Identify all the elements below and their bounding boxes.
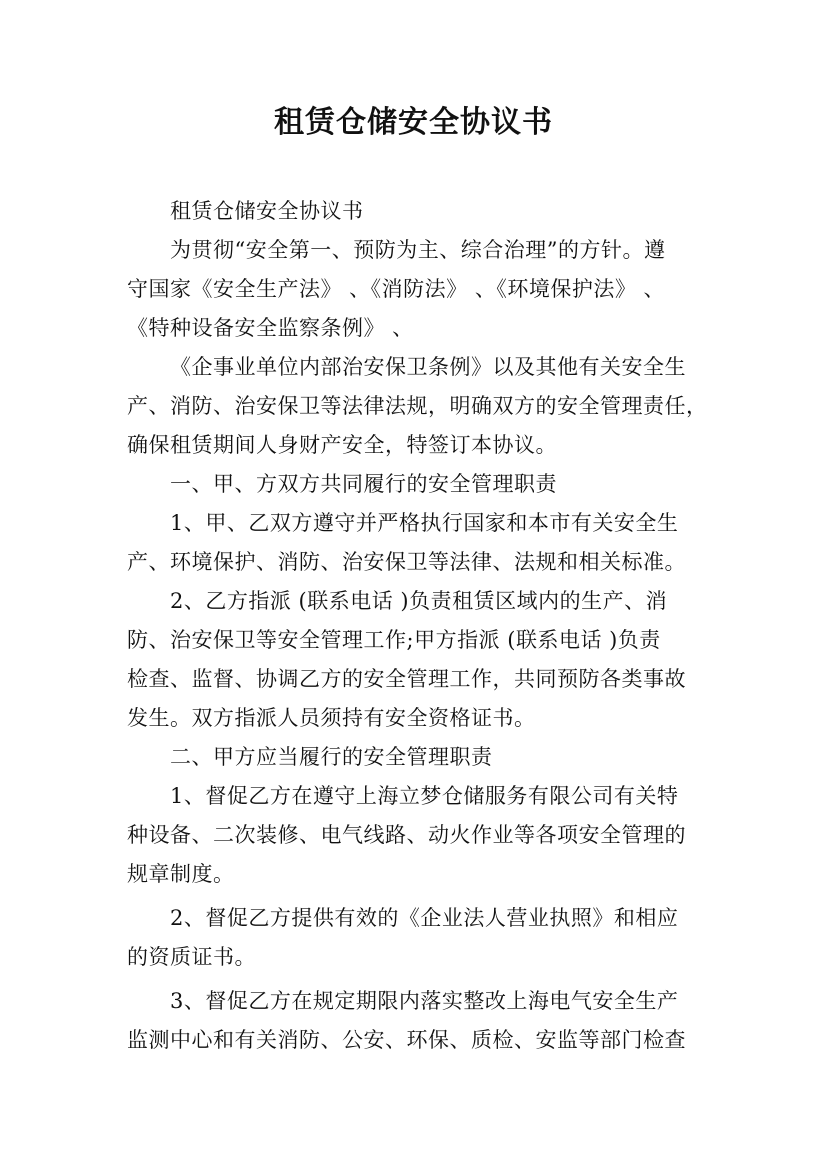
paragraph-line: 防、治安保卫等安全管理工作;甲方指派 (联系电话 )负责 bbox=[127, 628, 661, 652]
document-body bbox=[127, 192, 717, 1060]
paragraph-line: 产、消防、治安保卫等法律法规，明确双方的安全管理责任， bbox=[127, 394, 708, 418]
paragraph-line: 1、甲、乙双方遵守并严格执行国家和本市有关安全生 bbox=[170, 511, 679, 535]
paragraph-line: 发生。双方指派人员须持有安全资格证书。 bbox=[127, 706, 536, 730]
paragraph-line: 3、督促乙方在规定期限内落实整改上海电气安全生产 bbox=[170, 989, 679, 1013]
paragraph-line: 1、督促乙方在遵守上海立梦仓储服务有限公司有关特 bbox=[170, 784, 679, 808]
section-heading-2: 二、甲方应当履行的安全管理职责 bbox=[170, 745, 493, 769]
paragraph-line: 为贯彻“安全第一、预防为主、综合治理”的方针。遵 bbox=[170, 238, 666, 262]
paragraph-line: 守国家《安全生产法》 、《消防法》 、《环境保护法》 、 bbox=[127, 277, 666, 301]
paragraph-heading: 租赁仓储安全协议书 bbox=[170, 199, 364, 223]
paragraph-line: 的资质证书。 bbox=[127, 945, 256, 969]
paragraph-line: 确保租赁期间人身财产安全，特签订本协议。 bbox=[127, 433, 557, 457]
paragraph-line: 检查、监督、协调乙方的安全管理工作，共同预防各类事故 bbox=[127, 667, 686, 691]
paragraph-line: 《特种设备安全监察条例》 、 bbox=[127, 316, 414, 340]
paragraph-line: 规章制度。 bbox=[127, 862, 235, 886]
paragraph-line: 监测中心和有关消防、公安、环保、质检、安监等部门检查 bbox=[127, 1028, 686, 1052]
paragraph-line: 2、督促乙方提供有效的《企业法人营业执照》和相应 bbox=[170, 906, 679, 930]
document-title: 租赁仓储安全协议书 bbox=[274, 105, 553, 140]
paragraph-line: 《企事业单位内部治安保卫条例》以及其他有关安全生 bbox=[170, 355, 686, 379]
paragraph-line: 种设备、二次装修、电气线路、动火作业等各项安全管理的 bbox=[127, 823, 686, 847]
paragraph-line: 2、乙方指派 (联系电话 )负责租赁区域内的生产、消 bbox=[170, 589, 668, 613]
section-heading-1: 一、甲、方双方共同履行的安全管理职责 bbox=[170, 472, 557, 496]
paragraph-line: 产、环境保护、消防、治安保卫等法律、法规和相关标准。 bbox=[127, 550, 686, 574]
